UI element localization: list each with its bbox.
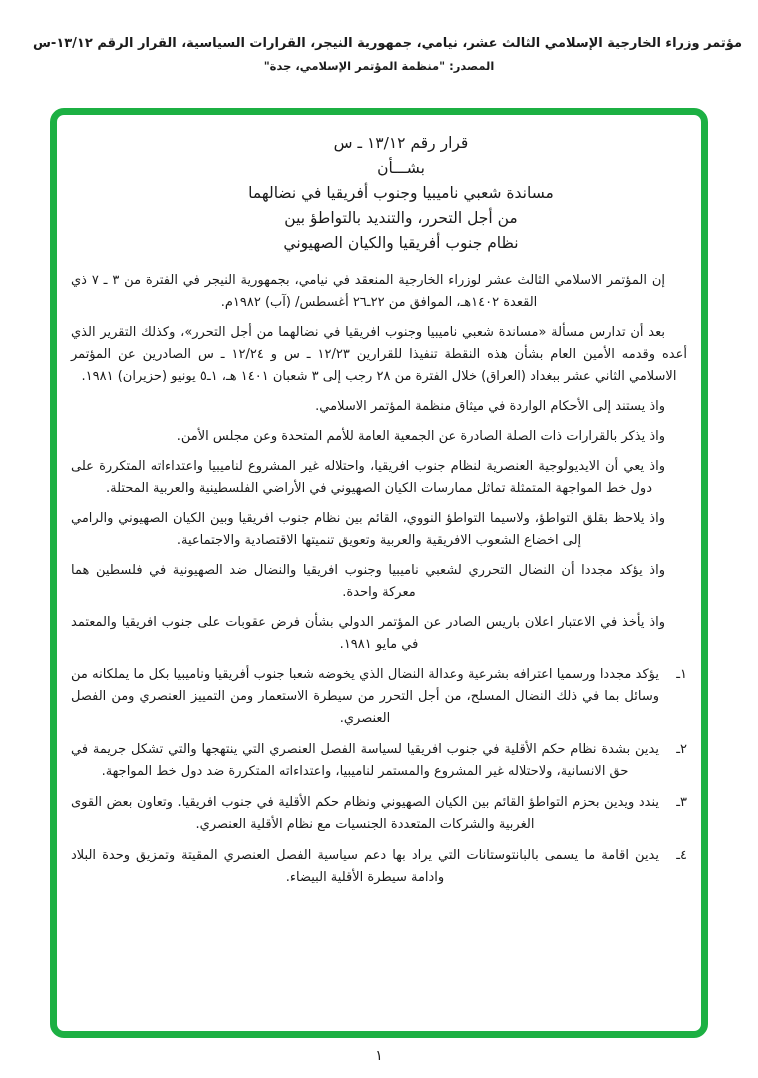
preamble-paragraph: واذ يؤكد مجددا أن النضال التحرري لشعبي ناميبيا وجنوب افريقيا والنضال ضد الصهيونية في فلسطين هما معركة واحدة. bbox=[71, 563, 665, 600]
item-number: ١ـ bbox=[676, 667, 687, 682]
resolution-item bbox=[71, 739, 687, 783]
header-title: مؤتمر وزراء الخارجية الإسلامي الثالث عشر، نيامي، جمهورية النيجر، القرارات السياسية، القرار الرقم ١٣/١٢-س bbox=[32, 36, 742, 51]
title-line: قرار رقم ١٣/١٢ ـ س bbox=[333, 134, 469, 152]
item-text: يندد ويدين بحزم التواطؤ القائم بين الكيان الصهيوني ونظام حكم الأقلية في جنوب افريقيا. وتعاون بعض القوى الغربية والشركات المتعددة الجنسيات مع نظام الأقلية العنصري. bbox=[71, 795, 659, 832]
item-number: ٤ـ bbox=[676, 848, 687, 863]
item-text: يؤكد مجددا ورسميا اعترافه بشرعية وعدالة النضال الذي يخوضه شعبا جنوب أفريقيا وناميبيا بكل ما يملكانه من وسائل بما في ذلك النضال المسلح، من أجل التحرر من سيطرة الاستعمار ومن التمييز العنصري ومن الفصل العنصري. bbox=[71, 667, 659, 726]
resolution-title bbox=[71, 131, 687, 256]
title-line: نظام جنوب أفريقيا والكيان الصهيوني bbox=[283, 234, 519, 252]
item-number: ٢ـ bbox=[676, 742, 687, 757]
preamble-paragraph: واذ يستند إلى الأحكام الواردة في ميثاق منظمة المؤتمر الاسلامي. bbox=[315, 399, 665, 414]
resolution-preamble bbox=[71, 270, 687, 656]
document-header bbox=[16, 34, 742, 76]
resolution-item bbox=[71, 792, 687, 836]
preamble-paragraph: واذ يذكر بالقرارات ذات الصلة الصادرة عن الجمعية العامة للأمم المتحدة وعن مجلس الأمن. bbox=[176, 429, 665, 444]
title-line: بشـــأن bbox=[377, 159, 425, 177]
header-source: المصدر: "منظمة المؤتمر الإسلامي، جدة" bbox=[263, 59, 495, 73]
page-number: ١ bbox=[375, 1048, 383, 1064]
title-line: مساندة شعبي ناميبيا وجنوب أفريقيا في نضالهما bbox=[248, 184, 554, 202]
preamble-paragraph: واذ يأخذ في الاعتبار اعلان باريس الصادر عن المؤتمر الدولي بشأن فرض عقوبات على جنوب افريقيا والمعتمد في مايو ١٩٨١. bbox=[71, 615, 665, 652]
item-text: يدين اقامة ما يسمى بالبانتوستانات التي يراد بها دعم سياسية الفصل العنصري المقيتة وتمزيق وحدة البلاد وادامة سيطرة الأقلية البيضاء. bbox=[71, 848, 659, 885]
item-number: ٣ـ bbox=[676, 795, 687, 810]
resolution-items bbox=[71, 664, 687, 889]
resolution-item bbox=[71, 664, 687, 730]
resolution-frame bbox=[50, 108, 708, 1038]
preamble-paragraph: واذ يعي أن الايديولوجية العنصرية لنظام جنوب افريقيا، واحتلاله غير المشروع لناميبيا واعتداءاته المتكررة على دول خط المواجهة المتمثلة تماثل ممارسات الكيان الصهيوني في الأراضي الفلسطينية والعربية المحتلة. bbox=[71, 459, 665, 496]
preamble-paragraph: بعد أن تدارس مسألة «مساندة شعبي ناميبيا وجنوب افريقيا في نضالهما من أجل التحرر»، وكذلك التقرير الذي أعده وقدمه الأمين العام بشأن هذه النقطة تنفيذا للقرارين ١٢/٢٣ ـ س و ١٢/٢٤ ـ س الصادرين عن المؤتمر الاسلامي الثاني عشر ببغداد (العراق) خلال الفترة من ٢٨ رجب إلى ٣ شعبان ١٤٠١ هـ، ١ـ٥ يونيو (حزيران) ١٩٨١. bbox=[71, 325, 687, 384]
resolution-item bbox=[71, 845, 687, 889]
preamble-paragraph: واذ يلاحظ بقلق التواطؤ، ولاسيما التواطؤ النووي، القائم بين نظام جنوب افريقيا وبين الكيان الصهيوني والرامي إلى اخضاع الشعوب الافريقية والعربية وتعويق تنميتها الاقتصادية والاجتماعية. bbox=[71, 511, 665, 548]
preamble-paragraph: إن المؤتمر الاسلامي الثالث عشر لوزراء الخارجية المنعقد في نيامي، بجمهورية النيجر في الفترة من ٣ ـ ٧ ذي القعدة ١٤٠٢هـ، الموافق من ٢٢ـ٢٦ أغسطس/ (آب) ١٩٨٢م. bbox=[71, 273, 665, 310]
title-line: من أجل التحرر، والتنديد بالتواطؤ بين bbox=[284, 209, 518, 227]
item-text: يدين بشدة نظام حكم الأقلية في جنوب افريقيا لسياسة الفصل العنصري التي ينتهجها والتي تشكل جريمة في حق الانسانية، ولاحتلاله غير المشروع والمستمر لناميبيا، واعتداءاته المتكررة ضد دول خط المواجهة. bbox=[71, 742, 659, 779]
